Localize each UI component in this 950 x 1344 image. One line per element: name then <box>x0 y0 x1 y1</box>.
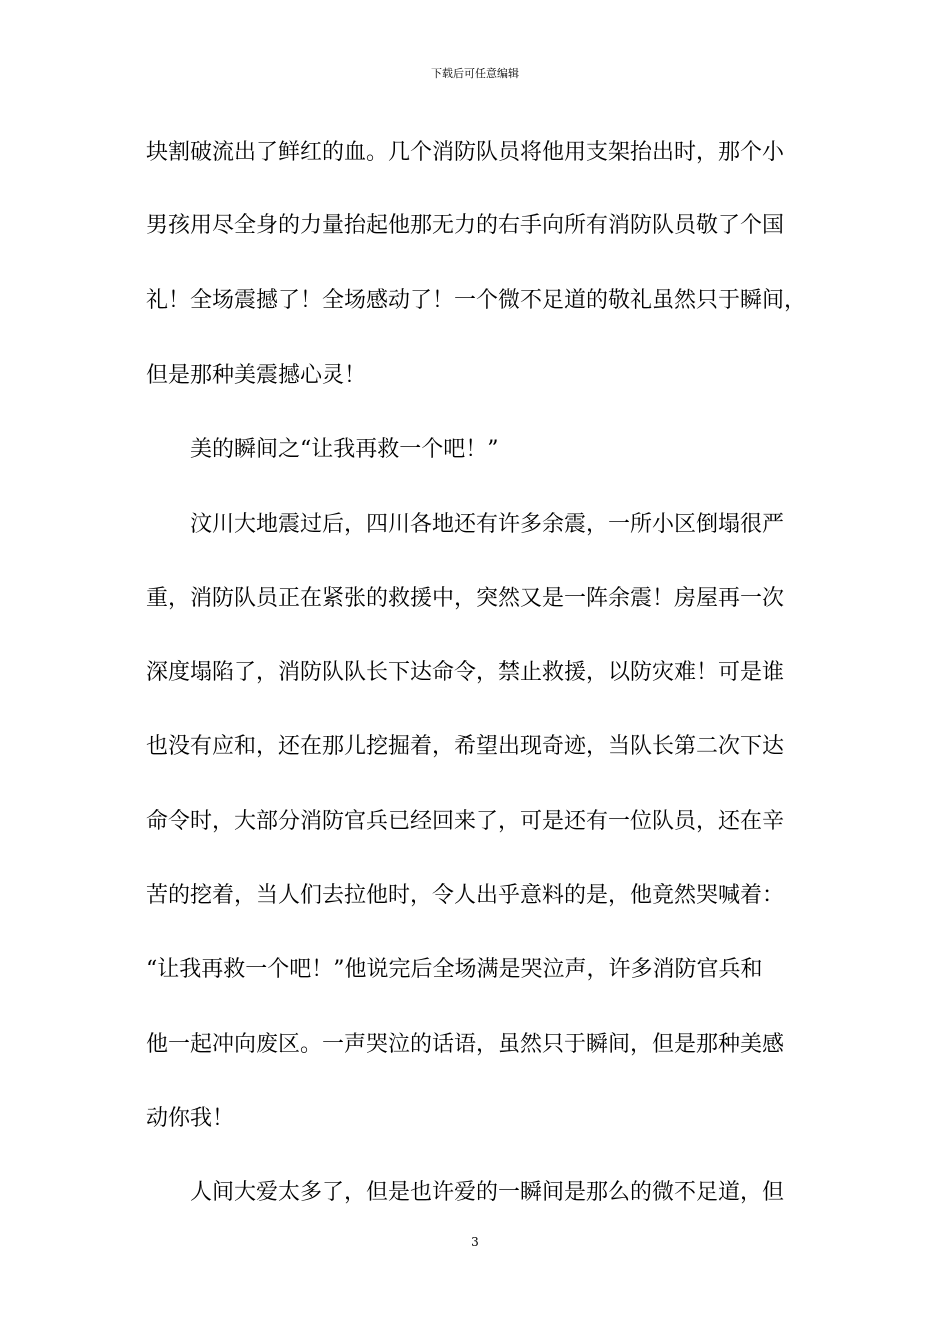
text-line: 人间大爱太多了，但是也许爱的一瞬间是那么的微不足道，但 <box>190 1180 785 1205</box>
text-line: 动你我！ <box>146 1106 235 1131</box>
text-line: 块割破流出了鲜红的血。几个消防队员将他用支架抬出时，那个小 <box>146 140 785 165</box>
text-line: 他一起冲向废区。一声哭泣的话语，虽然只于瞬间，但是那种美感 <box>146 1032 785 1057</box>
text-line: “让我再救一个吧！”他说完后全场满是哭泣声，许多消防官兵和 <box>146 957 763 982</box>
text-line: 重，消防队员正在紧张的救援中，突然又是一阵余震！房屋再一次 <box>146 586 785 611</box>
text-line: 也没有应和，还在那儿挖掘着，希望出现奇迹，当队长第二次下达 <box>146 734 785 759</box>
section-heading: 美的瞬间之“让我再救一个吧！” <box>190 437 499 462</box>
text-line: 汶川大地震过后，四川各地还有许多余震，一所小区倒塌很严 <box>190 512 785 537</box>
text-line: 苦的挖着，当人们去拉他时，令人出乎意料的是，他竟然哭喊着： <box>146 883 785 908</box>
page-number: 3 <box>471 1235 479 1249</box>
text-line: 命令时，大部分消防官兵已经回来了，可是还有一位队员，还在辛 <box>146 809 785 834</box>
text-line: 礼！全场震撼了！全场感动了！一个微不足道的敬礼虽然只于瞬间， <box>146 288 807 313</box>
text-line: 但是那种美震撼心灵！ <box>146 363 367 388</box>
text-line: 深度塌陷了，消防队队长下达命令，禁止救援，以防灾难！可是谁 <box>146 660 785 685</box>
text-line: 男孩用尽全身的力量抬起他那无力的右手向所有消防队员敬了个国 <box>146 213 785 238</box>
page-header: 下载后可任意编辑 <box>431 67 519 80</box>
